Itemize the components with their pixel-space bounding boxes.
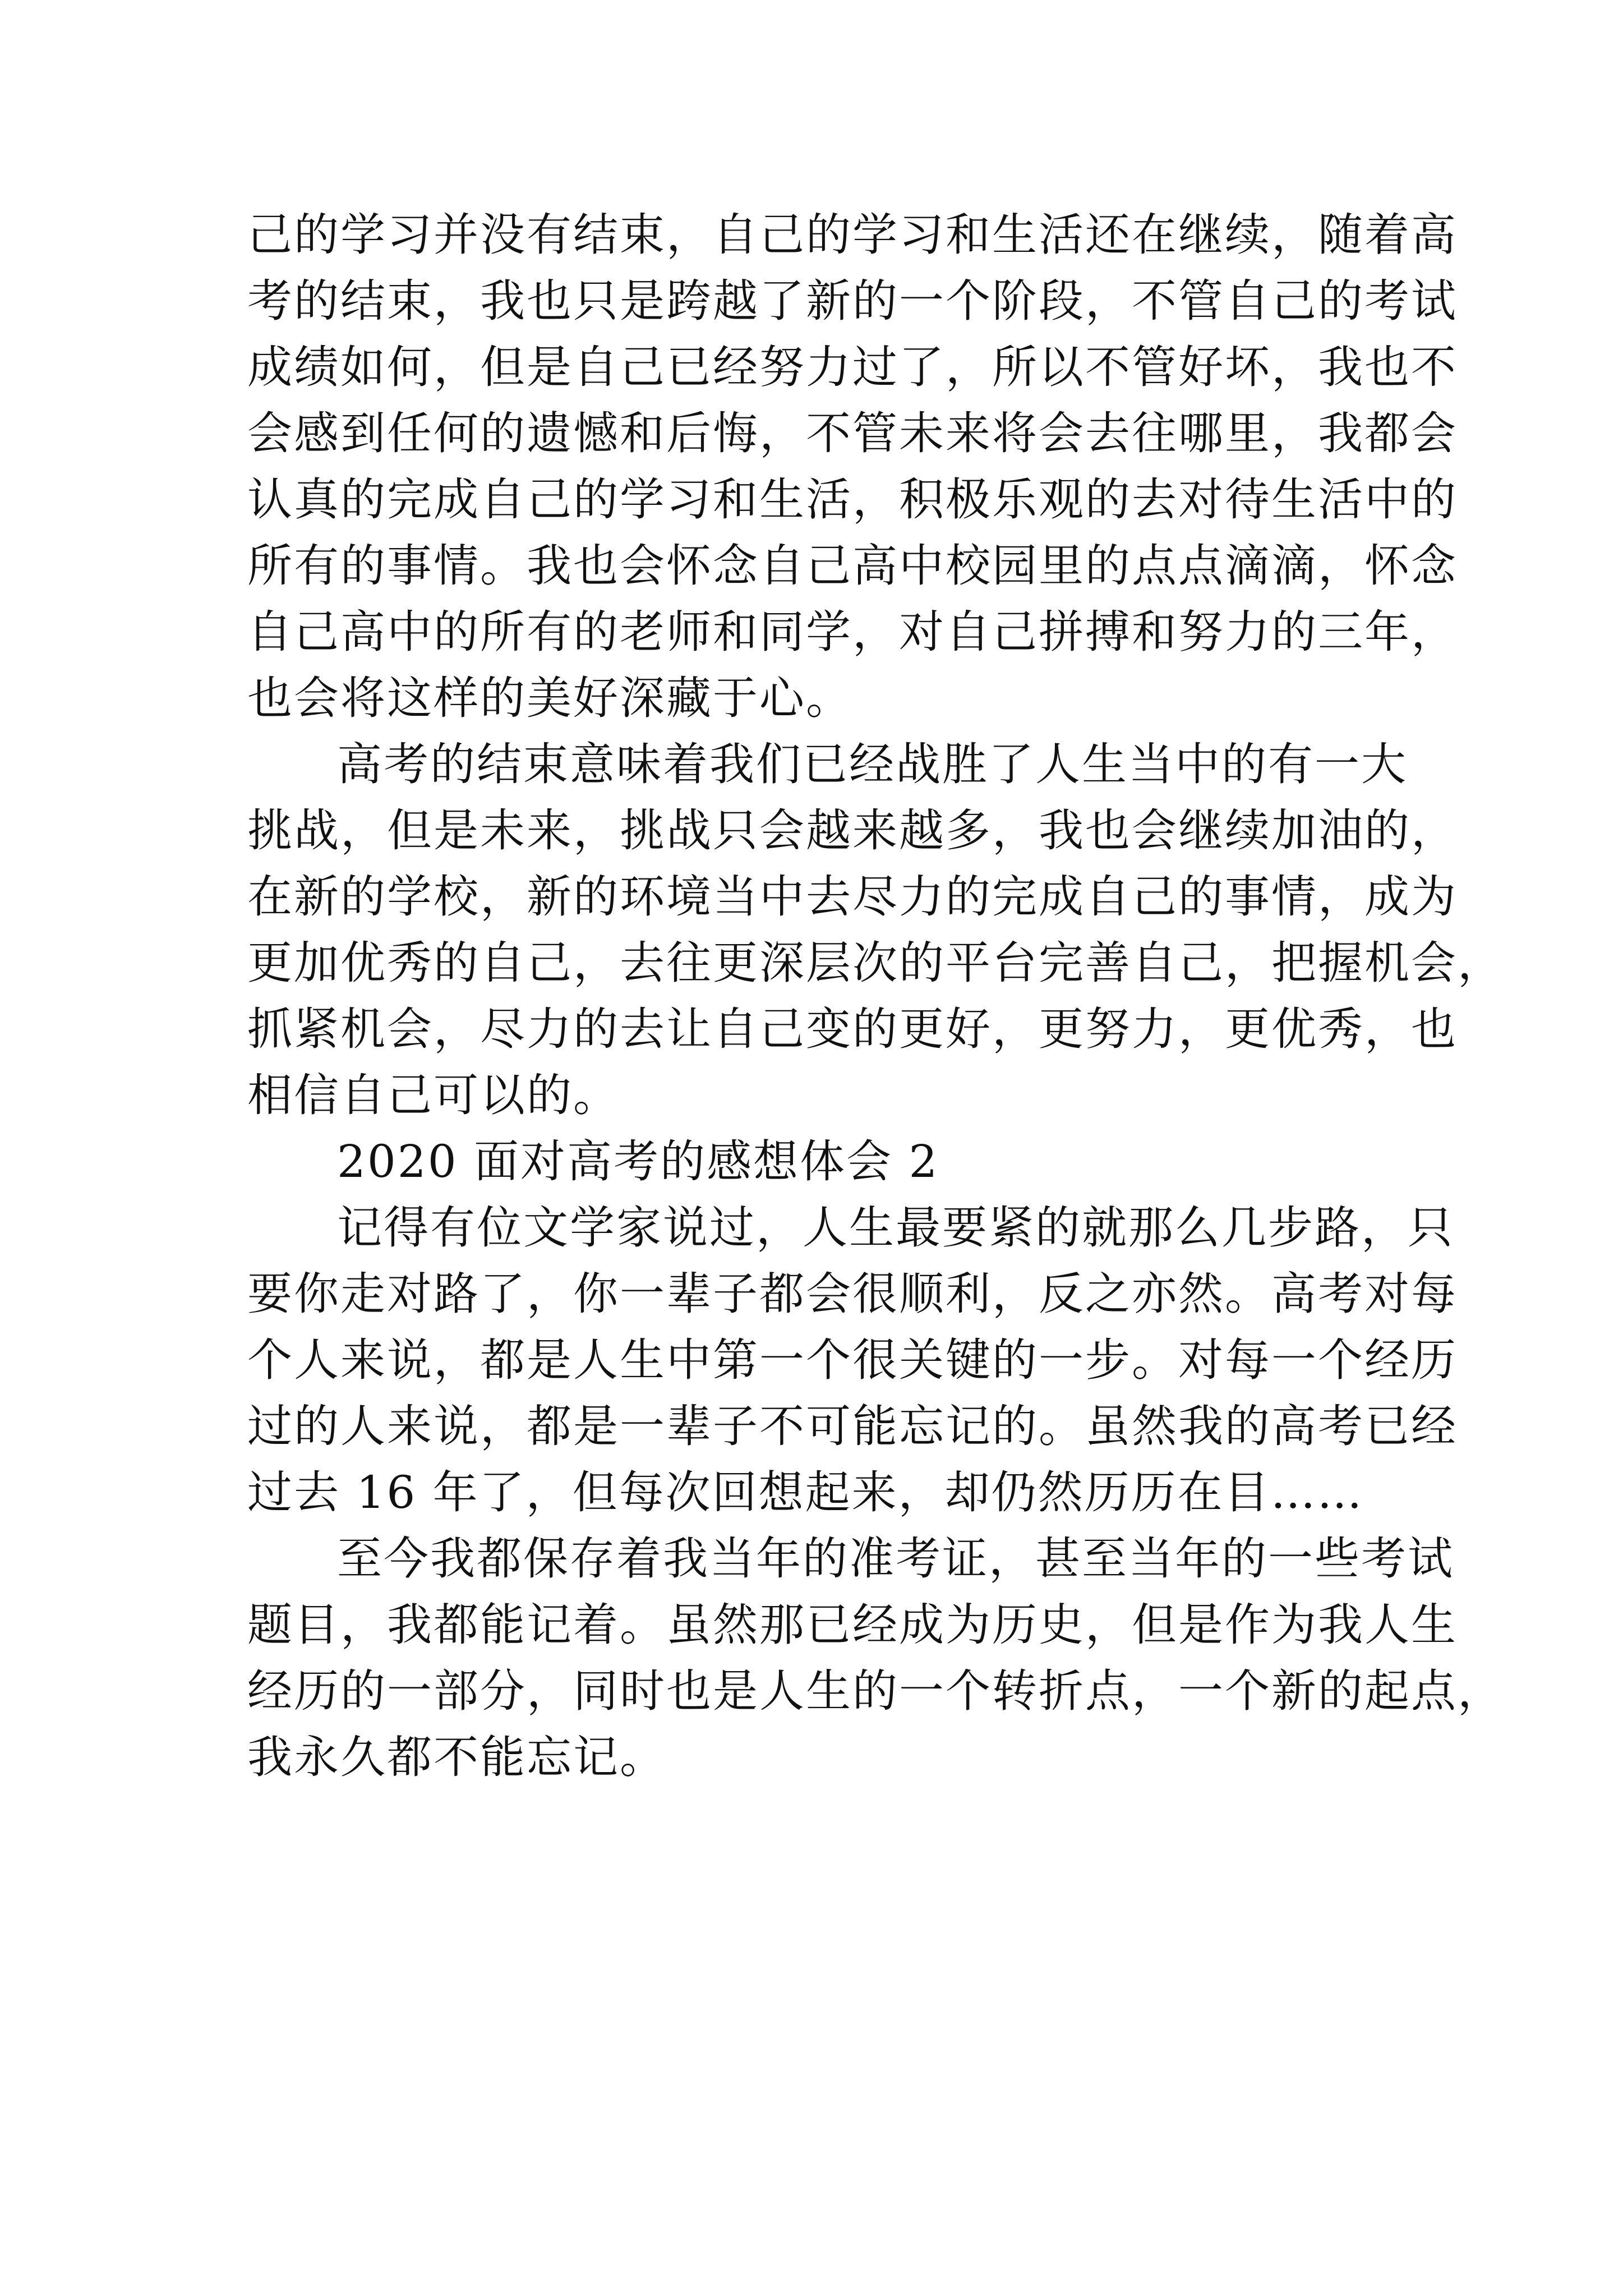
document-body xyxy=(247,202,1504,1791)
text-line: 相信自己可以的。 xyxy=(247,1069,620,1121)
paragraph xyxy=(247,731,1504,1129)
text-line: 在新的学校，新的环境当中去尽力的完成自己的事情，成为 xyxy=(247,871,1458,923)
text-line: 要你走对路了，你一辈子都会很顺利，反之亦然。高考对每 xyxy=(247,1268,1458,1320)
text-line: 也会将这样的美好深藏于心。 xyxy=(247,672,852,724)
paragraph xyxy=(247,1526,1504,1791)
text-line: 认真的完成自己的学习和生活，积极乐观的去对待生活中的 xyxy=(247,473,1458,526)
text-line: 挑战，但是未来，挑战只会越来越多，我也会继续加油的， xyxy=(247,804,1458,857)
text-line: 经历的一部分，同时也是人生的一个转折点，一个新的起点， xyxy=(247,1665,1504,1717)
text-line: 成绩如何，但是自己已经努力过了，所以不管好坏，我也不 xyxy=(247,341,1458,393)
text-line: 过的人来说，都是一辈子不可能忘记的。虽然我的高考已经 xyxy=(247,1400,1458,1452)
text-line: 考的结束，我也只是跨越了新的一个阶段，不管自己的考试 xyxy=(247,275,1458,327)
text-line: 更加优秀的自己，去往更深层次的平台完善自己，把握机会， xyxy=(247,937,1504,989)
text-line: 记得有位文学家说过，人生最要紧的就那么几步路，只 xyxy=(337,1202,1454,1254)
text-line: 个人来说，都是人生中第一个很关键的一步。对每一个经历 xyxy=(247,1334,1458,1386)
heading-text: 2020 面对高考的感想体会 2 xyxy=(337,1135,939,1188)
section-heading xyxy=(247,1129,1386,1195)
text-line: 己的学习并没有结束，自己的学习和生活还在继续，随着高 xyxy=(247,209,1458,261)
paragraph xyxy=(247,1195,1458,1526)
text-line: 过去 16 年了，但每次回想起来，却仍然历历在目…… xyxy=(247,1466,1364,1519)
paragraph xyxy=(247,202,1458,731)
text-line: 至今我都保存着我当年的准考证，甚至当年的一些考试 xyxy=(337,1533,1454,1585)
text-line: 抓紧机会，尽力的去让自己变的更好，更努力，更优秀，也 xyxy=(247,1003,1458,1055)
text-line: 高考的结束意味着我们已经战胜了人生当中的有一大 xyxy=(337,738,1408,790)
text-line: 自己高中的所有的老师和同学，对自己拼搏和努力的三年， xyxy=(247,606,1458,658)
text-line: 题目，我都能记着。虽然那已经成为历史，但是作为我人生 xyxy=(247,1599,1458,1651)
text-line: 所有的事情。我也会怀念自己高中校园里的点点滴滴，怀念 xyxy=(247,540,1458,592)
text-line: 会感到任何的遗憾和后悔，不管未来将会去往哪里，我都会 xyxy=(247,407,1458,459)
text-line: 我永久都不能忘记。 xyxy=(247,1731,666,1783)
